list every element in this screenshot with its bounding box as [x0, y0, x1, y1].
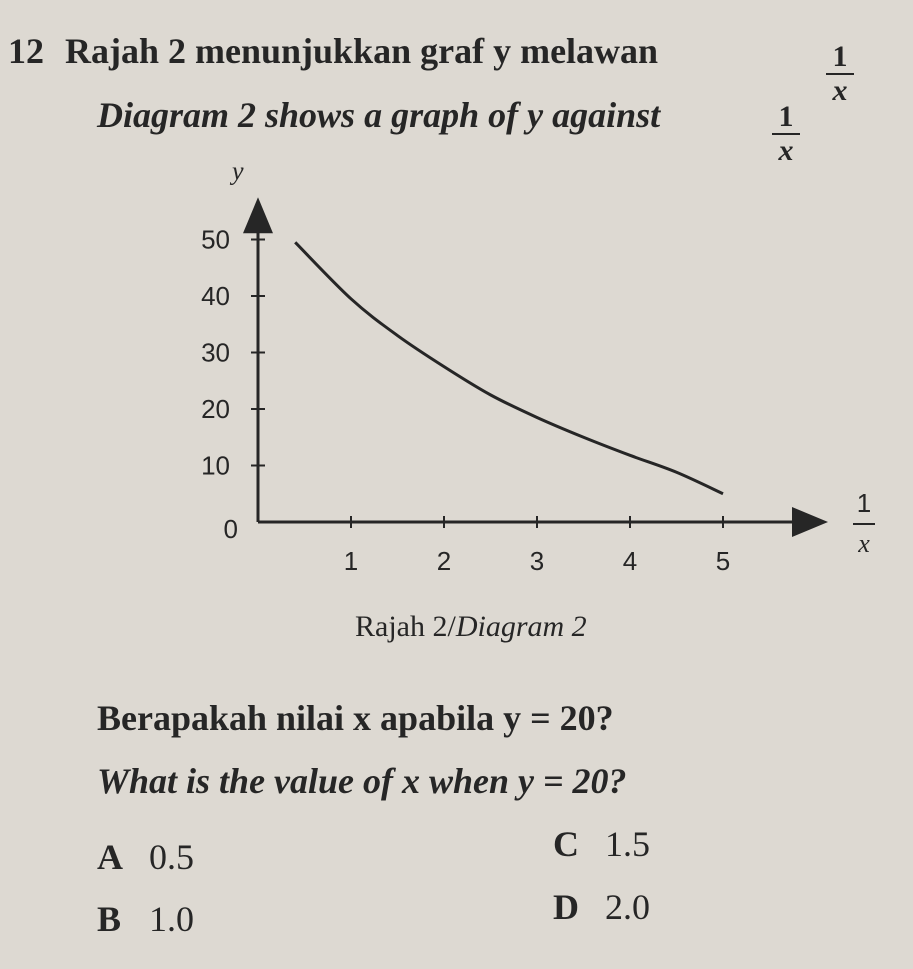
option-letter: C: [553, 824, 579, 864]
option-value: 0.5: [149, 837, 194, 877]
fraction-numerator: 1: [778, 100, 794, 133]
y-tick-label: 30: [201, 337, 230, 368]
curve-series: [295, 242, 723, 493]
caption-malay: Rajah 2/: [355, 610, 456, 643]
option-letter: A: [97, 837, 123, 877]
x-tick-label: 2: [436, 546, 452, 576]
y-tick-label: 40: [201, 281, 230, 311]
fraction-denominator: x: [778, 134, 794, 167]
option-letter: D: [553, 887, 579, 927]
fraction-numerator: 1: [832, 40, 848, 73]
question-ask-malay: Berapakah nilai x apabila y = 20?: [97, 698, 614, 738]
x-tick-label: 3: [529, 546, 545, 576]
x-tick-label: 5: [715, 546, 731, 576]
question-line-english: Diagram 2 shows a graph of y against: [97, 95, 661, 135]
y-axis-label: y: [232, 156, 244, 186]
option-value: 2.0: [605, 887, 650, 927]
option-b[interactable]: [97, 898, 194, 940]
y-tick-label: 20: [201, 394, 230, 424]
x-axis-label-numerator: 1: [856, 488, 872, 518]
x-axis-label-denominator: x: [858, 529, 870, 558]
y-tick-label: 0: [223, 514, 238, 544]
x-tick-label: 1: [343, 546, 359, 576]
fraction-denominator: x: [832, 74, 848, 107]
caption-english: Diagram 2: [455, 610, 587, 643]
option-value: 1.0: [149, 899, 194, 939]
option-c[interactable]: [553, 823, 650, 865]
option-d[interactable]: [553, 886, 650, 928]
question-line-malay: Rajah 2 menunjukkan graf y melawan: [65, 31, 659, 71]
option-value: 1.5: [605, 824, 650, 864]
option-a[interactable]: [97, 836, 194, 878]
x-axis-label: [853, 488, 875, 558]
y-tick-label: 50: [201, 224, 230, 255]
option-letter: B: [97, 899, 122, 939]
y-tick-label: 10: [201, 450, 230, 481]
question-number: 12: [8, 31, 44, 71]
x-tick-label: 4: [622, 546, 638, 576]
diagram-caption: [355, 610, 587, 644]
question-ask-english: What is the value of x when y = 20?: [97, 761, 627, 801]
